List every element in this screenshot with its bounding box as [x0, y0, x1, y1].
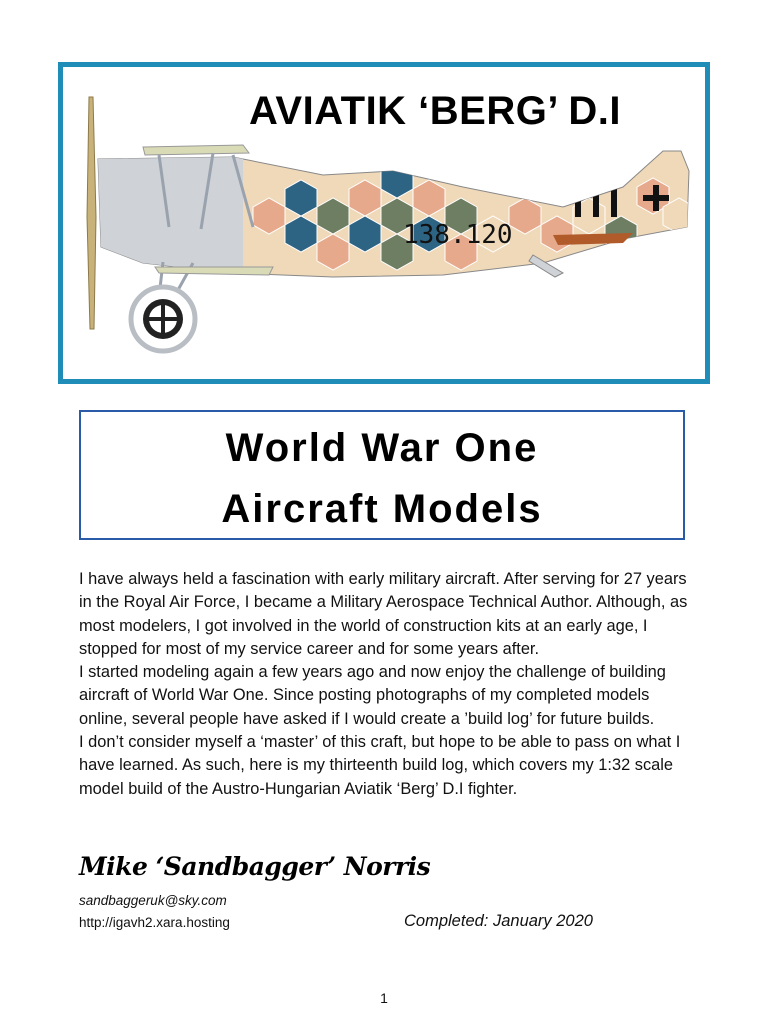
aircraft-serial: 138.120 — [403, 220, 513, 250]
intro-paragraph: I have always held a fascination with early military aircraft. After serving for 27 years in the Royal Air Force, I became a Military Aerospace Technical Author. Although, as most modelers, I got involved in the world of construction kits at an early age, I stopped for most of my service career and for some years after. — [79, 570, 688, 658]
intro-paragraph: I don’t consider myself a ‘master’ of this craft, but hope to be able to pass on what I have learned. As such, here is my thirteenth build log, which covers my 1:32 scale model build of the Austro-Hungarian Aviatik ‘Berg’ D.I fighter. — [79, 733, 681, 798]
author-email: sandbaggeruk@sky.com — [79, 893, 227, 908]
intro-paragraph: I started modeling again a few years ago and now enjoy the challenge of building aircraft of World War One. Since posting photographs of my completed models online, several people have asked if I would create a ’build log’ for future builds. — [79, 663, 666, 728]
intro-text — [79, 568, 699, 801]
page-number: 1 — [380, 990, 388, 1006]
author-website: http://igavh2.xara.hosting — [79, 915, 230, 930]
page-title: AVIATIK ‘BERG’ D.I — [249, 89, 621, 133]
header-illustration-frame — [58, 62, 710, 384]
author-signature: Mike ‘Sandbagger’ Norris — [79, 852, 431, 881]
title-line-1: World War One — [225, 426, 539, 470]
completion-date: Completed: January 2020 — [404, 912, 593, 930]
title-line-2: Aircraft Models — [221, 487, 543, 531]
title-box — [79, 410, 685, 540]
